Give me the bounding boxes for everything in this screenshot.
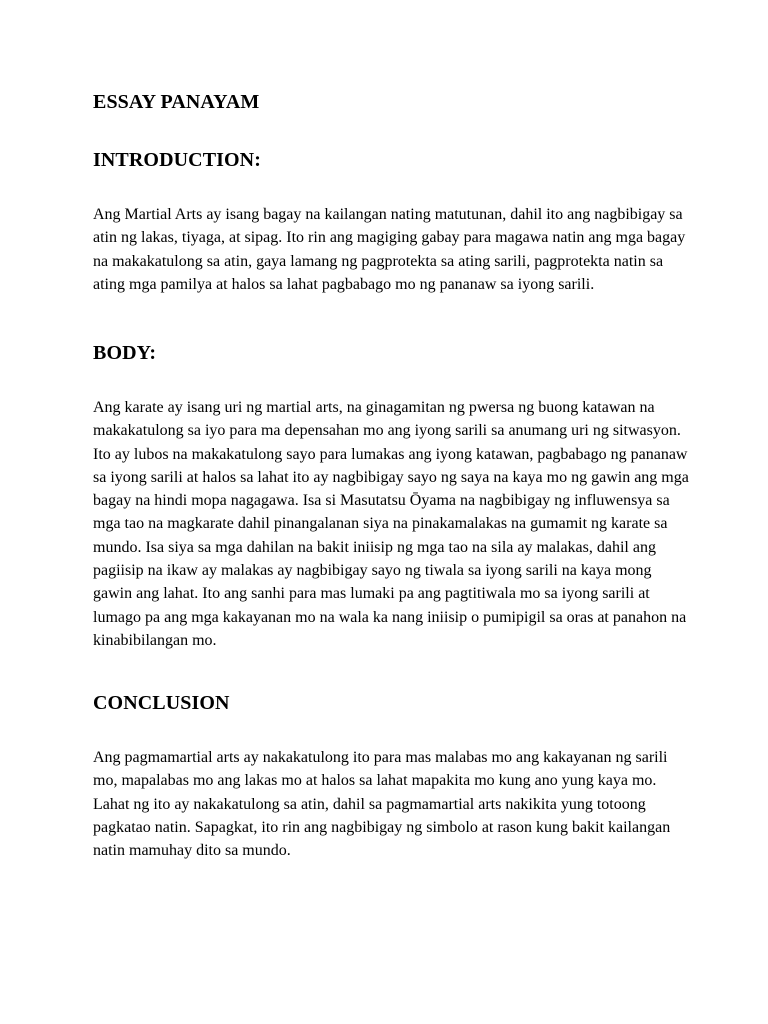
introduction-heading: INTRODUCTION:: [93, 149, 261, 171]
introduction-paragraph: Ang Martial Arts ay isang bagay na kailangan nating matutunan, dahil ito ang nagbibigay sa atin ng lakas, tiyaga, at sipag. Ito rin ang magiging gabay para magawa natin ang mga bagay na makakatulong sa atin, gaya lamang ng pagprotekta sa ating sarili, pagprotekta natin sa ating mga pamilya at halos sa lahat pagbabago mo ng pananaw sa iyong sarili.: [93, 206, 686, 293]
body-heading: BODY:: [93, 342, 157, 364]
document-title: ESSAY PANAYAM: [93, 91, 260, 113]
conclusion-paragraph: Ang pagmamartial arts ay nakakatulong ito para mas malabas mo ang kakayanan ng sarili mo, mapalabas mo ang lakas mo at halos sa lahat mapakita mo kung ano yung kaya mo. Lahat ng ito ay nakakatulong sa atin, dahil sa pagmamartial arts nakikita yung totoong pagkatao natin. Sapagkat, ito rin ang nagbibigay ng simbolo at rason kung bakit kailangan natin mamuhay dito sa mundo.: [93, 749, 671, 860]
body-paragraph: Ang karate ay isang uri ng martial arts, na ginagamitan ng pwersa ng buong katawan na makakatulong sa iyo para ma depensahan mo ang iyong sarili sa anumang uri ng sitwasyon. Ito ay lubos na makakatulong sayo para lumakas ang iyong katawan, pagbabago ng pananaw sa iyong sarili at halos sa lahat ito ay nagbibigay sayo ng saya na kaya mo ng gawin ang mga bagay na hindi mopa nagagawa. Isa si Masutatsu Ōyama na nagbibigay ng influwensya sa mga tao na magkarate dahil pinangalanan siya na pinakamalakas na gumamit ng karate sa mundo. Isa siya sa mga dahilan na bakit iniisip ng mga tao na sila ay malakas, dahil ang pagiisip na ikaw ay malakas ay nagbibigay sayo ng tiwala sa iyong sarili na kaya mong gawin ang lahat. Ito ang sanhi para mas lumaki pa ang pagtitiwala mo sa iyong sarili at lumago pa ang mga kakayanan mo na wala ka nang iniisip o pumipigil sa oras at panahon na kinabibilangan mo.: [93, 399, 689, 649]
conclusion-heading: CONCLUSION: [93, 692, 230, 714]
